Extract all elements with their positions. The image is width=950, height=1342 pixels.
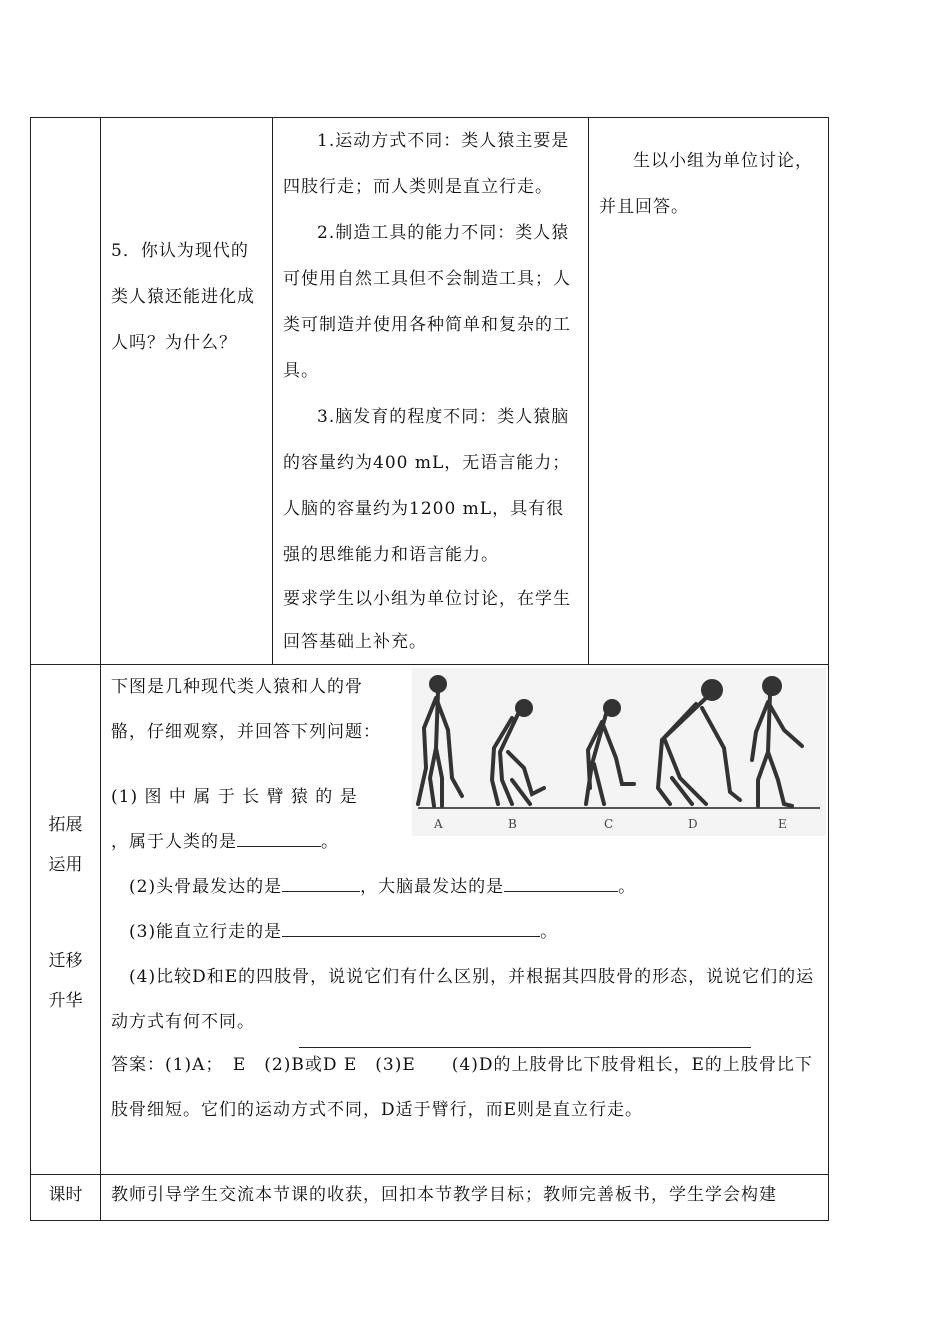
point-3: 3.脑发育的程度不同：类人猿脑的容量约为400 mL，无语言能力；人脑的容量约为1200 mL，具有很强的思维能力和语言能力。 — [283, 407, 571, 565]
point-1: 1.运动方式不同：类人猿主要是四肢行走；而人类则是直立行走。 — [283, 131, 570, 197]
answer-text: 答案：(1)A； E (2)B或D E (3)E (4)D的上肢骨比下肢骨粗长，E的上肢骨比下肢骨细短。它们的运动方式不同，D适于臂行，而E则是直立行走。 — [111, 1055, 813, 1120]
table-row — [31, 1175, 829, 1221]
row-label-cell — [31, 1175, 101, 1221]
question-cell — [101, 118, 273, 665]
label-transfer: 迁移升华 — [48, 951, 83, 1011]
teacher-activity-cell — [273, 118, 589, 665]
student-activity: 生以小组为单位讨论，并且回答。 — [599, 151, 813, 217]
table-row — [31, 118, 829, 665]
point-2: 2.制造工具的能力不同：类人猿可使用自然工具但不会制造工具；人类可制造并使用各种简单和复杂的工具。 — [283, 223, 571, 381]
student-activity-cell — [589, 118, 829, 665]
label-session: 课时 — [48, 1185, 83, 1205]
empty-label-cell — [31, 118, 101, 665]
figure-label-c: C — [604, 817, 614, 831]
figure-label-a: A — [434, 817, 443, 831]
exercise-q4: (4)比较D和E的四肢骨，说说它们有什么区别，并根据其四肢骨的形态，说说它们的运动方式有何不同。 — [111, 967, 815, 1032]
exercise-q1a: (1) 图 中 属 于 长 臂 猿 的 是 — [111, 787, 358, 807]
exercise-q1b: ，属于人类的是 。 — [111, 820, 818, 865]
row-label-cell — [31, 665, 101, 1175]
figure-label-b: B — [508, 817, 517, 831]
summary-text: 教师引导学生交流本节课的收获，回扣本节教学目标；教师完善板书，学生学会构建 — [111, 1185, 777, 1205]
figure-label-d: D — [688, 817, 698, 831]
skeleton-figure — [412, 668, 826, 836]
exercise-q2: (2)头骨最发达的是 ，大脑最发达的是 。 — [111, 865, 818, 910]
figure-label-e: E — [778, 817, 787, 831]
label-extension: 拓展运用 — [48, 815, 83, 875]
summary-cell — [101, 1175, 829, 1221]
exercise-q3: (3)能直立行走的是 。 — [111, 910, 818, 955]
exercise-intro: 下图是几种现代类人猿和人的骨骼，仔细观察，并回答下列问题： — [111, 677, 381, 742]
teacher-note: 要求学生以小组为单位讨论，在学生回答基础上补充。 — [283, 589, 571, 652]
question-text: 5．你认为现代的类人猿还能进化成人吗？为什么？ — [111, 241, 255, 353]
